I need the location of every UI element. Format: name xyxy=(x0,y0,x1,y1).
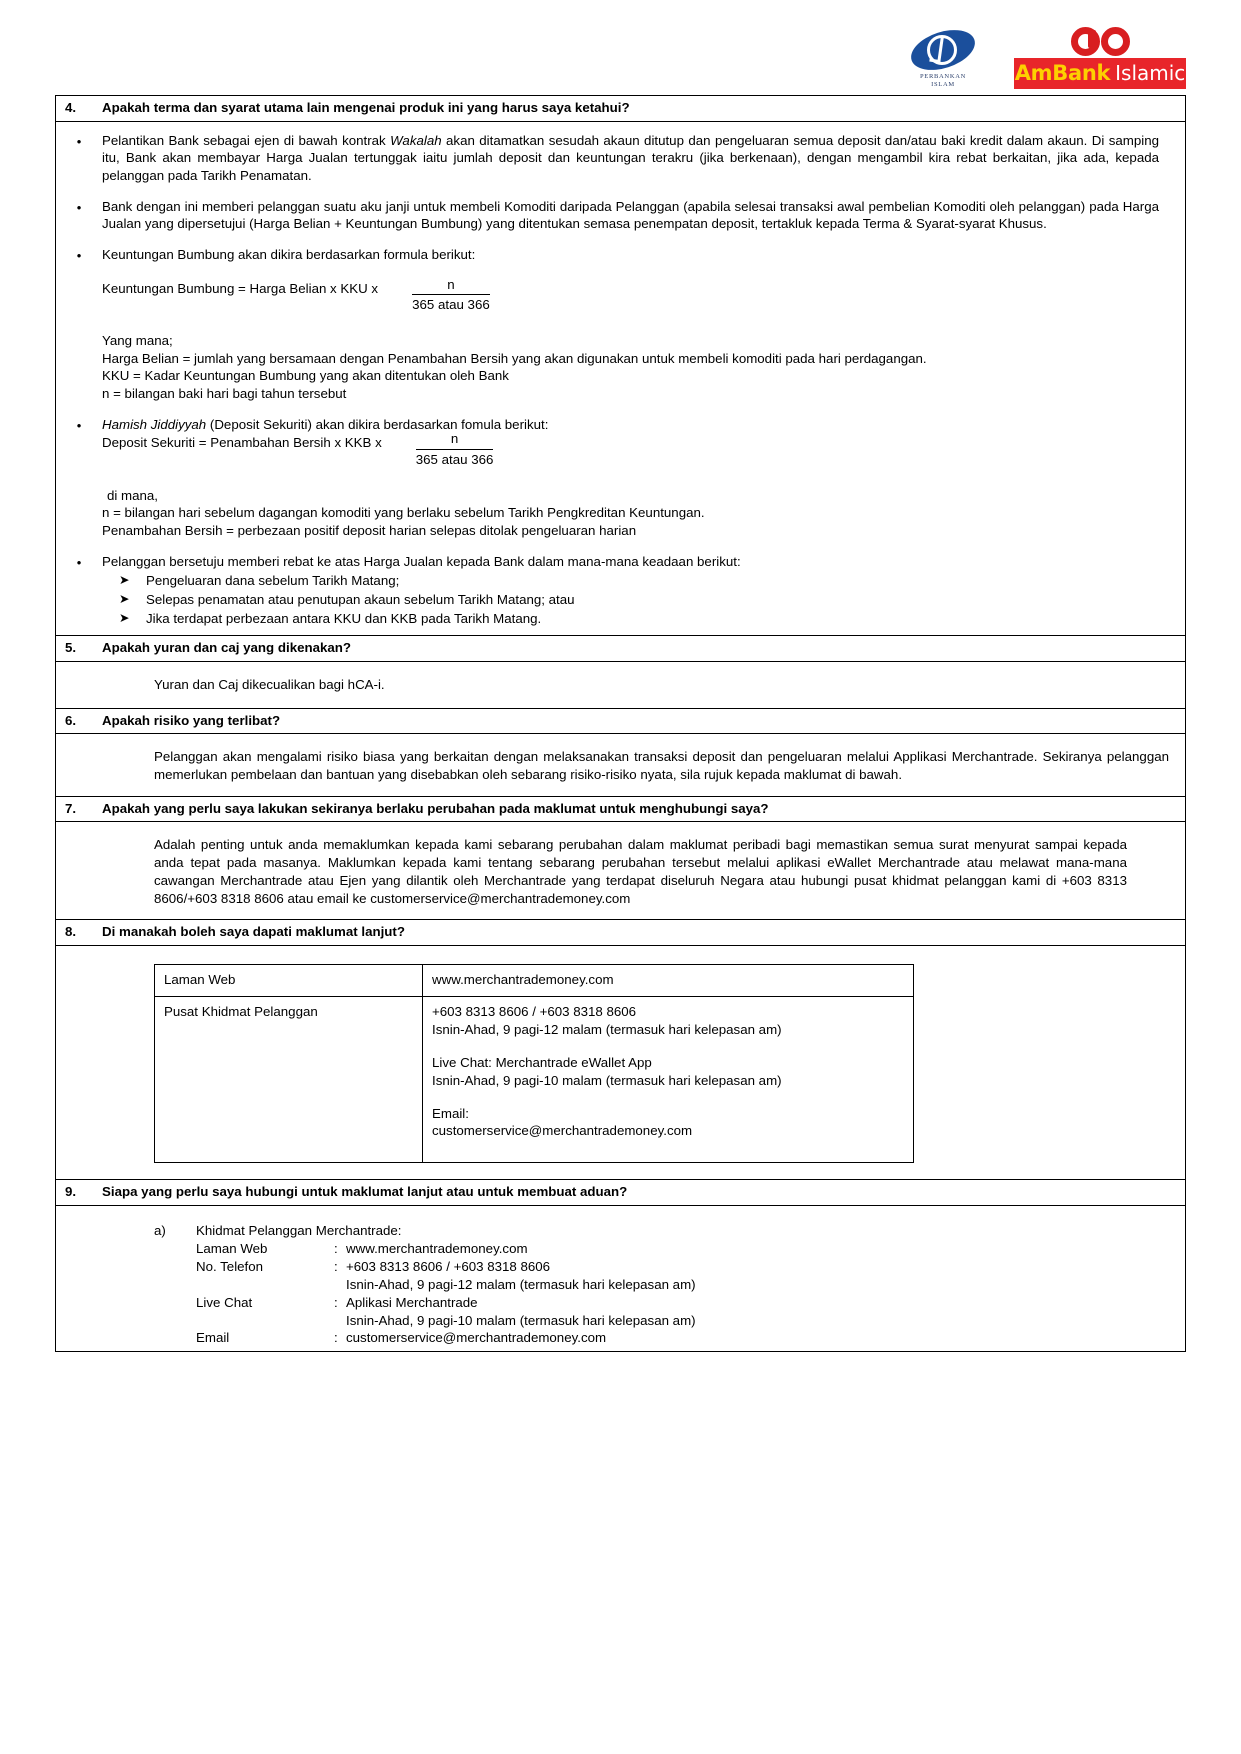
table-value-line: Isnin-Ahad, 9 pagi-12 malam (termasuk hari kelepasan am) xyxy=(432,1021,782,1037)
bullet-text xyxy=(102,132,1175,185)
section-content-9 xyxy=(56,1206,1185,1351)
contact-value: +603 8313 8606 / +603 8318 8606 xyxy=(346,1258,551,1274)
page-header xyxy=(0,0,1241,95)
formula-intro: Keuntungan Bumbung akan dikira berdasarkan formula berikut: xyxy=(102,247,476,263)
table-value-spacer xyxy=(432,1140,904,1155)
note-line: n = bilangan baki hari bagi tahun tersebut xyxy=(102,386,347,402)
table-value-line: customerservice@merchantrademoney.com xyxy=(432,1123,693,1139)
contact-key: Email xyxy=(196,1330,230,1346)
table-cell-value xyxy=(423,964,914,996)
contact-key: Laman Web xyxy=(196,1240,268,1256)
bullet-item-formula-2 xyxy=(56,416,1175,540)
fraction-denominator: 365 atau 366 xyxy=(412,297,490,313)
ambank-islamic-logo xyxy=(1014,18,1186,89)
section-question-6: Apakah risiko yang terlibat? xyxy=(102,712,281,728)
formula-fraction xyxy=(412,276,490,314)
section-number-6: 6. xyxy=(65,712,77,728)
list-item xyxy=(154,1222,1169,1347)
ambank-word: AmBank xyxy=(1014,61,1111,85)
formula-notes xyxy=(102,487,1159,540)
bullet-text-part1: Pelantikan Bank sebagai ejen di bawah kontrak xyxy=(102,132,391,148)
contact-separator: : xyxy=(334,1330,338,1346)
ambank-wordmark xyxy=(1014,58,1186,89)
section-content-4 xyxy=(56,122,1185,636)
section-number-7: 7. xyxy=(65,800,77,816)
logo-strip xyxy=(902,18,1186,89)
rebate-list-item xyxy=(102,572,1159,590)
bullet-dot-icon: • xyxy=(76,133,82,149)
arrow-right-icon: ➤ xyxy=(119,609,130,625)
table-value-spacer xyxy=(432,1039,904,1054)
table-cell-label: Pusat Khidmat Pelanggan xyxy=(155,996,423,1163)
formula-intro-italic: Hamish Jiddiyyah xyxy=(102,416,207,432)
section-number-5: 5. xyxy=(65,640,77,656)
table-value-line: Live Chat: Merchantrade eWallet App xyxy=(432,1054,652,1070)
section-number-8: 8. xyxy=(65,924,77,940)
contact-info-table xyxy=(154,964,914,1164)
bullet-item xyxy=(56,132,1175,185)
table-value-line: Email: xyxy=(432,1105,469,1121)
arrow-right-icon: ➤ xyxy=(119,591,130,607)
bullet-item xyxy=(56,198,1175,233)
table-cell-label: Laman Web xyxy=(155,964,423,996)
notes-header: Yang mana; xyxy=(102,333,173,349)
contact-row xyxy=(196,1240,1169,1258)
bullet-dot-icon: • xyxy=(76,554,82,570)
bullet-dot-icon: • xyxy=(76,248,82,264)
contact-value-continuation: Isnin-Ahad, 9 pagi-12 malam (termasuk hari kelepasan am) xyxy=(346,1276,696,1292)
contact-key: Live Chat xyxy=(196,1294,253,1310)
contact-separator: : xyxy=(334,1258,338,1274)
section-content-5: Yuran dan Caj dikecualikan bagi hCA-i. xyxy=(154,677,385,693)
bullet-dot-icon: • xyxy=(76,199,82,215)
section-heading-6 xyxy=(56,708,1185,735)
section-question-5: Apakah yuran dan caj yang dikenakan? xyxy=(102,640,352,656)
list-item-marker: a) xyxy=(154,1223,166,1239)
list-item-body xyxy=(196,1222,1169,1347)
bullet-dot-icon: • xyxy=(76,417,82,433)
formula-fraction xyxy=(416,430,494,468)
section-question-7: Apakah yang perlu saya lakukan sekiranya berlaku perubahan pada maklumat untuk menghubungi saya? xyxy=(102,800,769,816)
contact-row xyxy=(196,1329,1169,1347)
table-row xyxy=(155,964,914,996)
contact-key: No. Telefon xyxy=(196,1258,264,1274)
section-heading-5 xyxy=(56,635,1185,662)
list-item-title: Khidmat Pelanggan Merchantrade: xyxy=(196,1223,402,1239)
formula-equation xyxy=(102,431,1159,472)
formula-block-1 xyxy=(102,246,1175,403)
contact-value: www.merchantrademoney.com xyxy=(346,1240,528,1256)
fraction-numerator: n xyxy=(412,276,490,296)
rebate-intro: Pelanggan bersetuju memberi rebat ke atas Harga Jualan kepada Bank dalam mana-mana keadaan berikut: xyxy=(102,553,741,569)
rebate-item-text: Jika terdapat perbezaan antara KKU dan KKB pada Tarikh Matang. xyxy=(146,610,542,626)
table-cell-value xyxy=(423,996,914,1163)
islamic-word: Islamic xyxy=(1115,61,1186,85)
section-heading-9 xyxy=(56,1179,1185,1206)
rebate-list-item xyxy=(102,591,1159,609)
table-value-line: www.merchantrademoney.com xyxy=(432,971,614,987)
arrow-right-icon: ➤ xyxy=(119,572,130,588)
section-content-6: Pelanggan akan mengalami risiko biasa yang berkaitan dengan melaksanakan transaksi deposit dan pengeluaran melalui Applikasi Merchantrade. Sekiranya pelanggan memerlukan pembelaan dan bantuan yang disebabkan oleh sebarang risiko-risiko nyata, sila rujuk kepada maklumat di bawah. xyxy=(154,749,1169,783)
formula-lhs: Keuntungan Bumbung = Harga Belian x KKU x xyxy=(102,280,379,296)
perbankan-islam-caption xyxy=(920,73,966,89)
fraction-numerator: n xyxy=(416,430,494,450)
formula-lhs: Deposit Sekuriti = Penambahan Bersih x KKB x xyxy=(102,435,382,451)
notes-header: di mana, xyxy=(107,487,158,503)
formula-block-2 xyxy=(102,416,1175,540)
formula-equation xyxy=(102,276,1159,318)
bullet-text-italic: Wakalah xyxy=(390,132,442,148)
section-heading-8 xyxy=(56,919,1185,946)
bullet-list-4 xyxy=(56,122,1175,636)
perbankan-caption-line2: ISLAM xyxy=(931,80,955,88)
rebate-item-text: Pengeluaran dana sebelum Tarikh Matang; xyxy=(146,573,400,589)
note-line: KKU = Kadar Keuntungan Bumbung yang akan ditentukan oleh Bank xyxy=(102,368,509,384)
section-heading-4 xyxy=(56,96,1185,122)
section-number-4: 4. xyxy=(65,100,77,115)
rebate-list-item xyxy=(102,610,1159,628)
section-content-8 xyxy=(56,946,1185,1180)
fraction-denominator: 365 atau 366 xyxy=(415,452,494,468)
table-row xyxy=(155,996,914,1163)
perbankan-islam-mark-icon xyxy=(910,28,976,72)
section-heading-7 xyxy=(56,796,1185,823)
section-question-4: Apakah terma dan syarat utama lain mengenai produk ini yang harus saya ketahui? xyxy=(102,100,630,115)
bullet-item-formula-1 xyxy=(56,246,1175,403)
section-number-9: 9. xyxy=(65,1184,77,1200)
note-line: Harga Belian = jumlah yang bersamaan dengan Penambahan Bersih yang akan digunakan untuk membeli komoditi pada hari perdagangan. xyxy=(102,350,927,366)
rebate-list xyxy=(102,572,1159,627)
bullet-text-part2: akan ditamatkan sesudah akaun ditutup dan pengeluaran semua deposit dan/atau baki kredit dalam akaun. Di samping itu, Bank akan membayar Harga Jualan tertunggak iaitu jumlah deposit dan keuntungan terakru (jika berkenaan), dengan mengambil kira rebat berkaitan, jika ada, kepada pelanggan pada Tarikh Penamatan. xyxy=(102,132,1159,184)
perbankan-islam-logo xyxy=(902,28,984,89)
formula-intro-rest: (Deposit Sekuriti) akan dikira berdasarkan fomula berikut: xyxy=(206,416,549,432)
document-body xyxy=(55,95,1186,1352)
formula-notes xyxy=(102,332,1159,403)
contact-separator: : xyxy=(334,1240,338,1256)
perbankan-caption-line1: PERBANKAN xyxy=(919,72,967,80)
note-line: Penambahan Bersih = perbezaan positif deposit harian selepas ditolak pengeluaran harian xyxy=(102,523,637,539)
table-value-line: Isnin-Ahad, 9 pagi-10 malam (termasuk hari kelepasan am) xyxy=(432,1072,782,1088)
bullet-item-rebate xyxy=(56,553,1175,628)
ambank-ring-icon xyxy=(1014,18,1186,56)
rebate-item-text: Selepas penamatan atau penutupan akaun sebelum Tarikh Matang; atau xyxy=(146,592,575,608)
rebate-block xyxy=(102,553,1175,628)
contact-value: Aplikasi Merchantrade xyxy=(346,1294,478,1310)
contact-row xyxy=(196,1294,1169,1312)
table-value-line: +603 8313 8606 / +603 8318 8606 xyxy=(432,1003,637,1019)
section-question-9: Siapa yang perlu saya hubungi untuk maklumat lanjut atau untuk membuat aduan? xyxy=(102,1184,628,1200)
section-question-8: Di manakah boleh saya dapati maklumat lanjut? xyxy=(102,924,405,940)
contact-value: customerservice@merchantrademoney.com xyxy=(346,1330,607,1346)
formula-intro xyxy=(102,416,1159,434)
table-value-spacer xyxy=(432,1090,904,1105)
contact-value-continuation: Isnin-Ahad, 9 pagi-10 malam (termasuk hari kelepasan am) xyxy=(346,1312,696,1328)
contact-separator: : xyxy=(334,1294,338,1310)
contact-row xyxy=(196,1258,1169,1276)
section-content-7: Adalah penting untuk anda memaklumkan kepada kami sebarang perubahan dalam maklumat peribadi bagi memastikan semua surat menyurat sampai kepada anda tepat pada masanya. Maklumkan kepada kami tentang sebarang perubahan tersebut melalui aplikasi eWallet Merchantrade atau melawat mana-mana cawangan Merchantrade atau Ejen yang dilantik oleh Merchantrade yang terdapat diseluruh Negara atau hubungi pusat khidmat pelanggan kami di +603 8313 8606/+603 8318 8606 atau email ke customerservice@merchantrademoney.com xyxy=(154,837,1127,906)
bullet-text: Bank dengan ini memberi pelanggan suatu aku janji untuk membeli Komoditi daripada Pelanggan (apabila selesai transaksi awal pembelian Komoditi oleh pelanggan) pada Harga Jualan yang dipersetujui (Harga Belian + Keuntungan Bumbung) yang ditentukan semasa penempatan deposit, tertakluk kepada Terma & Syarat-syarat Khusus. xyxy=(102,198,1159,232)
note-line: n = bilangan hari sebelum dagangan komoditi yang berlaku sebelum Tarikh Pengkreditan Keuntungan. xyxy=(102,505,705,521)
